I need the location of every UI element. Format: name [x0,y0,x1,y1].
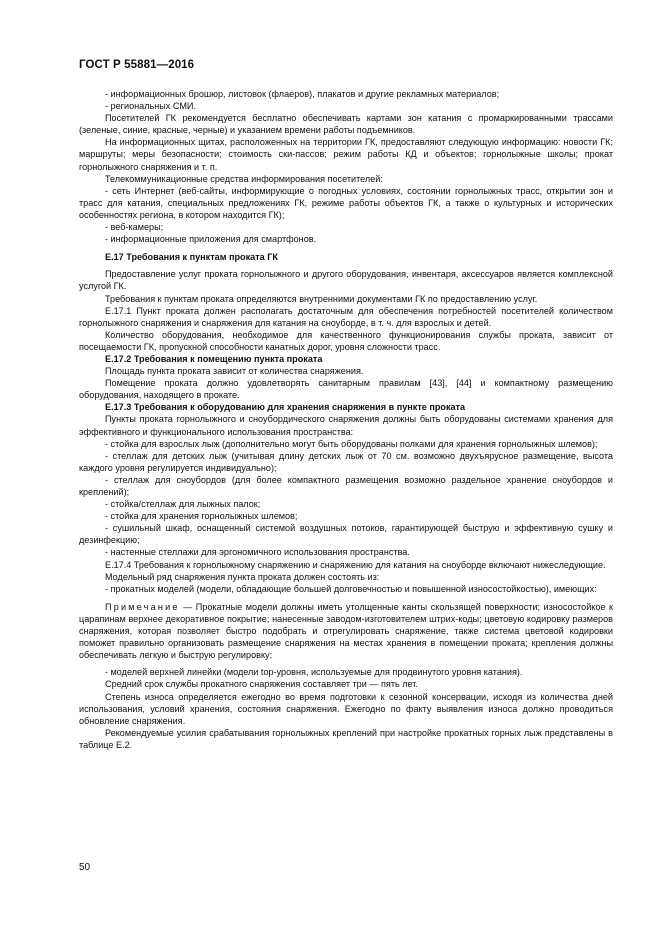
paragraph: Степень износа определяется ежегодно во время подготовки к сезонной консервации, исходя из количества дней использования, условий хранения, состояния снаряжения. Ежегодно по факту выявления износа должно проводиться обновление снаряжения. [79,691,613,726]
list-item: - сеть Интернет (веб-сайты, информирующие о погодных условиях, состоянии горнолыжных трасс, открытии зон и трасс для катания, специальных предложениях ГК, режиме работы объектов ГК, а также о культурных и исторических особенностях региона, в котором находится ГК); [79,185,613,220]
section-heading: Е.17.2 Требования к помещению пункта проката [105,353,323,364]
paragraph: Телекоммуникационные средства информирования посетителей: [105,173,383,184]
list-item: - стеллаж для детских лыж (учитывая длину детских лыж от 70 см. возможно двухъярусное размещение, высота каждого уровня регулируется индивидуально); [79,450,613,473]
paragraph: Количество оборудования, необходимое для качественного функционирования службы проката, зависит от посещаемости ГК, пропускной способности канатных дорог, уровня сложности трасс. [79,329,613,352]
list-item: - веб-камеры; [105,222,164,233]
paragraph: Требования к пунктам проката определяются внутренними документами ГК по предоставлению услуг. [105,293,538,304]
list-item: - стойка для хранения горнолыжных шлемов; [105,511,298,522]
page-header: ГОСТ Р 55881—2016 [79,59,195,71]
list-item: - региональных СМИ. [105,101,196,112]
paragraph: Площадь пункта проката зависит от количества снаряжения. [105,366,364,377]
list-item: - сушильный шкаф, оснащенный системой воздушных потоков, гарантирующей быструю и эффективную сушку и дезинфекцию; [79,523,613,546]
section-heading: Е.17.3 Требования к оборудованию для хранения снаряжения в пункте проката [105,402,466,413]
list-item: - информационные приложения для смартфонов. [105,234,317,245]
note-text: — Прокатные модели должны иметь утолщенные канты скользящей поверхности; износостойкое к царапинам верхнее декоративное покрытие; нанесенные заводом-изготовителем штрих-коды; цветовую кодировку размеров снаряжения, которая позволяет быстро подобрать и отрегулировать снаряжение, также система цветовой кодировки поможет правильно организовать размещение снаряжения на местах хранения в помещении проката; крепления должны обеспечивать легкую и быструю регулировку; [79,601,613,661]
paragraph: Посетителей ГК рекомендуется бесплатно обеспечивать картами зон катания с промаркированными трассами (зеленые, синие, красные, черные) и указанием времени работы подъемников. [79,113,613,136]
paragraph: Предоставление услуг проката горнолыжного и другого оборудования, инвентаря, аксессуаров является комплексной услугой ГК. [79,269,613,292]
list-item: - стойка/стеллаж для лыжных палок; [105,499,261,510]
note-label: Примечание [105,601,180,612]
paragraph: Е.17.1 Пункт проката должен располагать достаточным для обеспечения потребностей посетителей количеством горнолыжного снаряжения и снаряжения для катания на сноуборде, в т. ч. для взрослых и детей. [79,305,613,328]
paragraph: Е.17.4 Требования к горнолыжному снаряжению и снаряжению для катания на сноуборде включают нижеследующие. [105,559,606,570]
page-number: 50 [79,862,91,873]
paragraph: Модельный ряд снаряжения пункта проката должен состоять из: [105,571,380,582]
paragraph: На информационных щитах, расположенных на территории ГК, предоставляют следующую информацию: новости ГК; маршруты; меры безопасности; стоимость ски-пассов; режим работы КД и объектов; горнолыжные школы; прокат горнолыжного снаряжения и т. п. [79,137,613,172]
list-item: - стойка для взрослых лыж (дополнительно могут быть оборудованы полками для хранения горнолыжных шлемов); [105,438,598,449]
list-item: - информационных брошюр, листовок (флаеров), плакатов и другие рекламных материалов; [105,89,500,99]
list-item: - настенные стеллажи для эргономичного использования пространства. [105,547,410,558]
paragraph: Средний срок службы прокатного снаряжения составляет три — пять лет. [105,679,418,690]
list-item: - моделей верхней линейки (модели top-уровня, используемые для продвинутого уровня катания). [105,667,523,678]
paragraph: Рекомендуемые усилия срабатывания горнолыжных креплений при настройке прокатных горных лыж представлены в таблице Е.2. [79,727,613,750]
note [79,601,613,661]
list-item: - прокатных моделей (модели, обладающие большей долговечностью и повышенной износостойкостью), имеющих: [105,583,597,594]
page-body [79,88,613,751]
list-item: - стеллаж для сноубордов (для более компактного размещения возможно раздельное хранение сноубордов и креплений); [79,474,613,497]
paragraph: Помещение проката должно удовлетворять санитарным правилам [43], [44] и компактному размещению оборудования, находящего в прокате. [79,378,613,401]
section-heading: Е.17 Требования к пунктам проката ГК [105,252,278,263]
paragraph: Пункты проката горнолыжного и сноубордического снаряжения должны быть оборудованы системами хранения для эффективного и функционального использования пространства: [79,414,613,437]
